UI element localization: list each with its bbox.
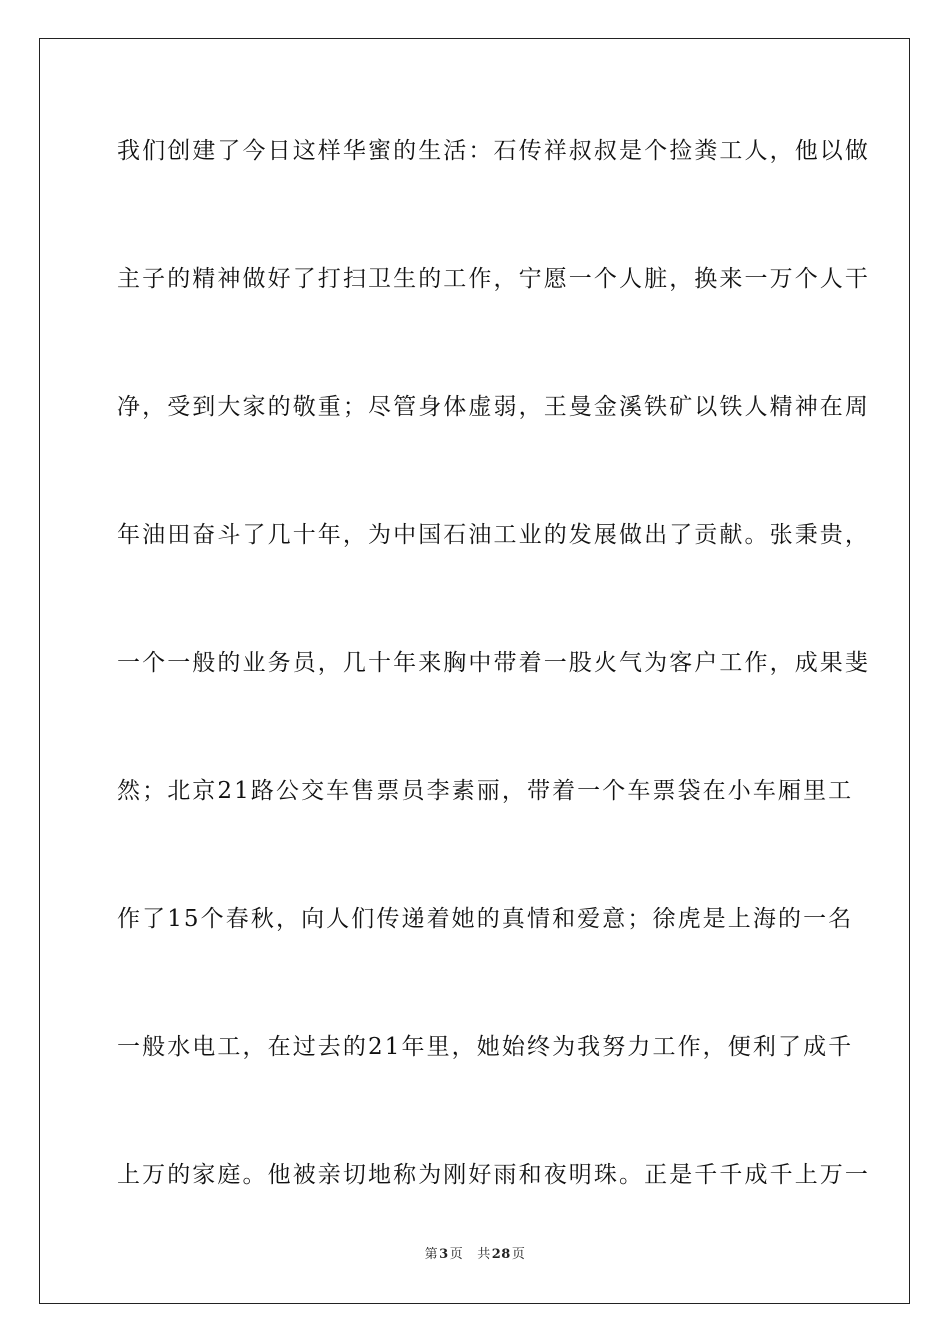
text-line: 然；北京21路公交车售票员李素丽，带着一个车票袋在小车厢里工 [117, 778, 854, 804]
page-footer [0, 1245, 950, 1265]
total-prefix: 共 [477, 1247, 491, 1262]
text-line: 年油田奋斗了几十年，为中国石油工业的发展做出了贡献。张秉贵， [117, 522, 870, 548]
text-line: 主子的精神做好了打扫卫生的工作，宁愿一个人脏，换来一万个人干 [117, 266, 870, 292]
page-number: 3 [439, 1247, 449, 1262]
text-line: 一个一般的业务员，几十年来胸中带着一股火气为客户工作，成果斐 [117, 650, 870, 676]
text-line: 上万的家庭。他被亲切地称为刚好雨和夜明珠。正是千千成千上万一 [117, 1162, 870, 1188]
text-line: 作了15个春秋，向人们传递着她的真情和爱意；徐虎是上海的一名 [117, 906, 854, 932]
page-suffix: 页 [449, 1247, 464, 1262]
body-text [117, 128, 870, 1280]
text-line: 净，受到大家的敬重；尽管身体虚弱，王曼金溪铁矿以铁人精神在周 [117, 394, 870, 420]
total-suffix: 页 [511, 1247, 526, 1262]
page-prefix: 第 [424, 1247, 439, 1262]
text-line: 我们创建了今日这样华蜜的生活：石传祥叔叔是个捡粪工人，他以做 [117, 138, 870, 164]
total-pages: 28 [491, 1247, 511, 1262]
text-line: 一般水电工，在过去的21年里，她始终为我努力工作，便利了成千 [117, 1034, 854, 1060]
